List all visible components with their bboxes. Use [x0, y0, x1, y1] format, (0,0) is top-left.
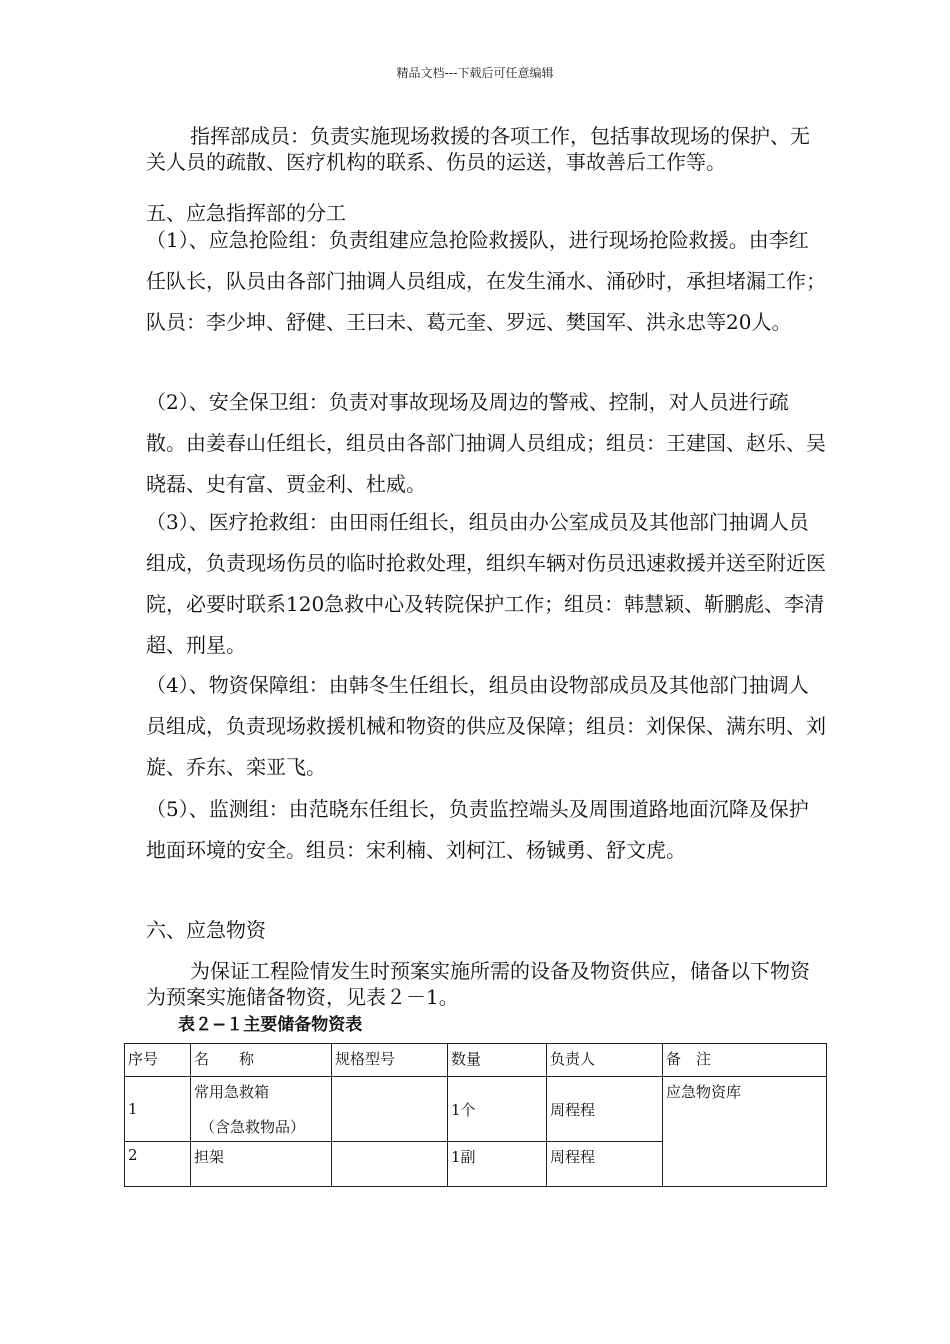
cell-spec — [332, 1142, 448, 1187]
cell-name — [191, 1077, 332, 1142]
cell-remark: 应急物资库 — [663, 1077, 827, 1187]
materials-table — [124, 1043, 827, 1187]
cell-qty: 1副 — [448, 1142, 547, 1187]
table-caption: 表２−１主要储备物资表 — [178, 1015, 363, 1035]
cell-no: 2 — [125, 1142, 191, 1187]
header-cell-no: 序号 — [125, 1044, 191, 1077]
cell-owner: 周程程 — [547, 1142, 663, 1187]
table-row — [125, 1077, 827, 1142]
section-heading-6: 六、应急物资 — [146, 918, 266, 942]
cell-spec — [332, 1077, 448, 1142]
table-header-row — [125, 1044, 827, 1077]
paragraph-supplies-intro: 为保证工程险情发生时预案实施所需的设备及物资供应，储备以下物资为预案实施储备物资，见表２－1。 — [146, 959, 810, 1009]
group-2-security: （2）、安全保卫组：负责对事故现场及周边的警戒、控制，对人员进行疏散。由姜春山任组长，组员由各部门抽调人员组成；组员：王建国、赵乐、吴晓磊、史有富、贾金利、杜威。 — [146, 390, 826, 496]
header-cell-owner: 负责人 — [547, 1044, 663, 1077]
cell-no: 1 — [125, 1077, 191, 1142]
cell-owner: 周程程 — [547, 1077, 663, 1142]
paragraph-commanders: 指挥部成员：负责实施现场救援的各项工作，包括事故现场的保护、无关人员的疏散、医疗机构的联系、伤员的运送，事故善后工作等。 — [146, 124, 810, 174]
cell-qty: 1个 — [448, 1077, 547, 1142]
cell-name-main: 常用急救箱 — [194, 1083, 270, 1101]
header-cell-qty: 数量 — [448, 1044, 547, 1077]
header-cell-name: 名 称 — [191, 1044, 332, 1077]
header-cell-spec: 规格型号 — [332, 1044, 448, 1077]
page-header: 精品文档---下载后可任意编辑 — [396, 66, 554, 80]
header-cell-remark: 备 注 — [663, 1044, 827, 1077]
group-5-monitoring: （5）、监测组：由范晓东任组长，负责监控端头及周围道路地面沉降及保护地面环境的安全。组员：宋利楠、刘柯江、杨铖勇、舒文虎。 — [146, 797, 809, 862]
cell-name-sub: （含急救物品） — [200, 1118, 306, 1136]
group-4-supplies: （4）、物资保障组：由韩冬生任组长，组员由设物部成员及其他部门抽调人员组成，负责现场救援机械和物资的供应及保障；组员：刘保保、满东明、刘旋、乔东、栾亚飞。 — [146, 673, 826, 779]
group-3-medical: （3）、医疗抢救组：由田雨任组长，组员由办公室成员及其他部门抽调人员组成，负责现场伤员的临时抢救处理，组织车辆对伤员迅速救援并送至附近医院，必要时联系120急救中心及转院保护工作；组员：韩慧颖、靳鹏彪、李清超、刑星。 — [146, 510, 826, 657]
cell-name: 担架 — [191, 1142, 332, 1187]
group-1-rescue: （1）、应急抢险组：负责组建应急抢险救援队，进行现场抢险救援。由李红任队长，队员由各部门抽调人员组成，在发生涌水、涌砂时，承担堵漏工作；队员：李少坤、舒健、王曰未、葛元奎、罗远、樊国军、洪永忠等20人。 — [146, 228, 826, 334]
section-heading-5: 五、应急指挥部的分工 — [146, 201, 346, 225]
